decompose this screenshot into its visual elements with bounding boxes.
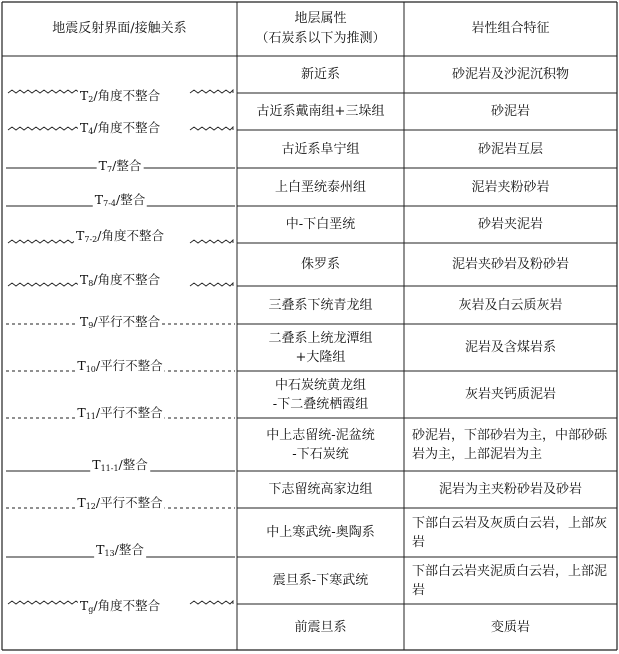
stratum-name: 前震旦系	[294, 619, 347, 635]
interface-label	[90, 457, 150, 477]
stratum-lithology: 下部白云岩夹泥质白云岩，上部泥岩	[412, 563, 608, 598]
stratum-lithology: 变质岩	[490, 619, 530, 635]
interface-line-wavy	[8, 240, 80, 243]
interface-relation: /角度不整合	[93, 272, 161, 287]
interface-line-wavy	[190, 601, 233, 604]
interface-relation: /平行不整合	[93, 314, 161, 329]
stratum-lithology: 下部白云岩及灰质白云岩，上部灰岩	[412, 515, 608, 550]
interface-label	[78, 314, 162, 334]
interface-code: T	[98, 158, 108, 173]
interface-code: T	[92, 457, 101, 472]
interface-code: T	[77, 495, 86, 510]
interface-relation: /平行不整合	[95, 405, 163, 420]
interface-relation: /整合	[116, 192, 146, 207]
header-strata-title: 地层属性	[294, 11, 347, 26]
stratum-name: 下志留统高家边组	[268, 482, 373, 497]
interface-subscript: 7-4	[103, 199, 117, 208]
stratum-name: 中石炭统黄龙组 -下二叠统栖霞组	[272, 377, 369, 412]
interface-line-wavy	[8, 601, 80, 604]
interface-relation: /角度不整合	[93, 88, 161, 103]
stratum-name: 古近系戴南组+三垛组	[256, 104, 385, 119]
interface-relation: /角度不整合	[97, 228, 164, 243]
interface-subscript: 2	[88, 95, 94, 104]
interface-code: T	[94, 192, 104, 207]
interface-relation: /整合	[114, 542, 144, 557]
interface-label	[97, 158, 144, 178]
stratum-lithology: 泥岩及含煤岩系	[464, 340, 556, 355]
interface-code: T	[77, 405, 86, 420]
interface-label	[93, 192, 147, 212]
stratum-name: 中上志留统-泥盆统 -下石炭统	[266, 427, 375, 462]
interface-code: T	[76, 228, 85, 243]
interface-subscript: 9	[88, 321, 94, 330]
interface-relation: /平行不整合	[95, 358, 163, 373]
interface-subscript: 7	[107, 165, 113, 174]
stratum-lithology: 砂泥岩	[490, 104, 530, 119]
stratum-name: 中-下白垩统	[285, 217, 356, 232]
interface-relation: /整合	[118, 457, 148, 472]
interface-subscript: 12	[85, 502, 96, 511]
interface-code: T	[79, 314, 89, 329]
interface-line-wavy	[190, 283, 233, 286]
stratum-lithology: 砂泥岩互层	[477, 141, 543, 157]
interface-line-wavy	[8, 90, 80, 93]
interface-label	[94, 542, 146, 562]
interface-code: T	[79, 88, 89, 103]
stratum-lithology: 泥岩夹粉砂岩	[471, 179, 550, 195]
stratum-lithology: 泥岩为主夹粉砂岩及砂岩	[438, 482, 582, 497]
interface-line-wavy	[190, 127, 233, 130]
interface-subscript: g	[88, 605, 94, 614]
stratum-name: 震旦系-下寒武统	[272, 573, 369, 588]
stratum-name: 中上寒武统-奥陶系	[266, 525, 375, 540]
interface-subscript: 11	[85, 412, 96, 421]
interface-label	[75, 358, 164, 378]
interface-line-wavy	[8, 127, 80, 130]
header-strata	[237, 2, 404, 56]
interface-label	[78, 120, 162, 140]
interface-label	[74, 228, 166, 248]
interface-label	[75, 495, 164, 515]
interface-code: T	[77, 358, 86, 373]
header-strata-note: （石炭系以下为推测）	[255, 31, 386, 46]
interface-subscript: 4	[88, 127, 94, 136]
stratum-lithology: 泥岩夹砂岩及粉砂岩	[451, 257, 569, 272]
interface-line-wavy	[190, 90, 233, 93]
stratum-name: 古近系阜宁组	[281, 141, 360, 157]
stratum-name: 侏罗系	[300, 257, 340, 272]
interface-subscript: 10	[85, 365, 96, 374]
stratum-lithology: 灰岩及白云质灰岩	[458, 297, 563, 313]
interface-code: T	[96, 542, 105, 557]
interface-relation: /平行不整合	[95, 495, 163, 510]
interface-relation: /角度不整合	[93, 598, 161, 613]
header-lithology: 岩性组合特征	[471, 21, 550, 36]
stratum-lithology: 砂泥岩及沙泥沉积物	[451, 67, 569, 82]
interface-label	[78, 272, 162, 292]
header-interface: 地震反射界面/接触关系	[52, 21, 187, 36]
interface-subscript: 11-1	[100, 464, 119, 473]
interface-label	[75, 405, 164, 425]
stratum-lithology: 灰岩夹钙质泥岩	[464, 387, 556, 402]
stratum-name: 二叠系上统龙潭组 +大隆组	[268, 330, 373, 365]
interface-relation: /整合	[112, 158, 142, 173]
interface-subscript: 7-2	[84, 235, 98, 244]
interface-relation: /角度不整合	[93, 120, 161, 135]
interface-label	[78, 598, 162, 618]
stratum-name: 三叠系下统青龙组	[268, 297, 373, 313]
interface-line-wavy	[190, 240, 233, 243]
interface-code: T	[79, 598, 89, 613]
stratum-lithology: 砂岩夹泥岩	[477, 217, 543, 232]
interface-code: T	[79, 120, 89, 135]
stratum-name: 上白垩统泰州组	[274, 179, 366, 195]
interface-subscript: 13	[104, 549, 115, 558]
stratum-lithology: 砂泥岩，下部砂岩为主，中部砂砾岩为主，上部泥岩为主	[412, 427, 608, 462]
interface-code: T	[79, 272, 89, 287]
interface-label	[78, 88, 162, 108]
interface-line-wavy	[8, 283, 80, 286]
stratum-name: 新近系	[300, 67, 340, 82]
interface-subscript: 8	[88, 279, 94, 288]
